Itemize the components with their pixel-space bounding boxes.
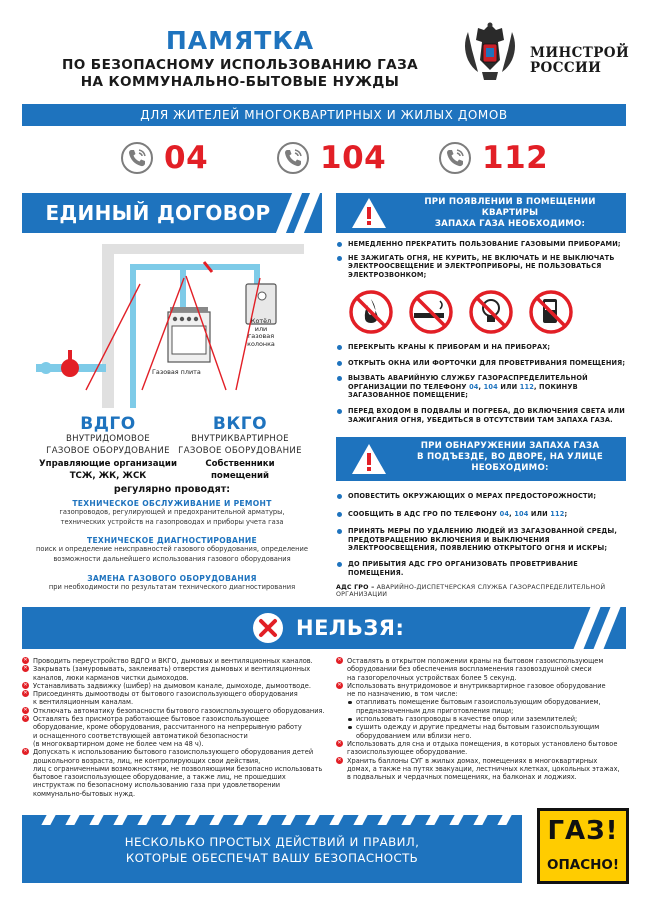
prohibited-list-right — [336, 657, 628, 781]
page-subtitle — [20, 57, 460, 91]
decor-stripe — [497, 815, 511, 825]
list-item-text: , — [478, 382, 484, 391]
decor-stripe — [137, 815, 151, 825]
decor-stripe — [113, 815, 127, 825]
prohibited-item: предназначенным для приготовления пищи; — [356, 706, 514, 715]
prohibited-item: на газогорелочных устройствах более 5 секунд. — [347, 673, 517, 682]
service-block-text: при необходимости по результатам технического диагностирования — [48, 583, 296, 591]
prohibited-item: ✕ Допускать к использованию бытового газоиспользующего оборудования детей — [22, 748, 332, 756]
decor-stripe — [41, 815, 55, 825]
vkgo-caption — [170, 414, 310, 482]
service-block-title: ТЕХНИЧЕСКОЕ ДИАГНОСТИРОВАНИЕ — [86, 536, 258, 545]
list-item-text: ИЛИ — [497, 382, 520, 391]
decor-stripe — [65, 815, 79, 825]
phone-icon — [276, 141, 310, 175]
service-block-text: поиск и определение неисправностей газового оборудования, определение — [36, 545, 308, 553]
header-text — [400, 441, 620, 474]
prohibited-item: не по назначению, в том числе: — [347, 690, 458, 699]
subtitle-line: ПО БЕЗОПАСНОМУ ИСПОЛЬЗОВАНИЮ ГАЗА — [61, 57, 419, 73]
decor-stripe — [89, 815, 103, 825]
vdgo-desc: ГАЗОВОЕ ОБОРУДОВАНИЕ — [46, 445, 170, 456]
list-item: ОПОВЕСТИТЬ ОКРУЖАЮЩИХ О МЕРАХ ПРЕДОСТОРОЖНОСТИ; — [336, 492, 628, 501]
list-item — [336, 374, 628, 400]
service-block-text: технических устройств на газопроводах и приборы учета газа — [60, 517, 284, 526]
header-line: НЕОБХОДИМО: — [471, 463, 549, 473]
prohibited-item: ✕ Присоединять дымоотводы от бытового газоиспользующего оборудования — [22, 690, 332, 698]
emergency-phones — [0, 135, 648, 181]
prohibited-item: ✕ Хранить баллоны СУГ в жилых домах, помещениях в многоквартирных — [336, 757, 628, 765]
outdoor-gas-smell-header — [336, 437, 626, 481]
vdgo-owner: ТСЖ, ЖК, ЖСК — [69, 470, 147, 481]
sign-line: ОПАСНО! — [546, 857, 620, 873]
prohibited-icon — [252, 612, 284, 644]
phone-number-inline: 112 — [550, 509, 565, 518]
vdgo-caption — [38, 414, 178, 482]
prohibited-item: оборудование, кроме оборудования, рассчитанного на непрерывную работу — [33, 723, 302, 732]
ministry-name — [530, 46, 629, 76]
service-block — [22, 574, 322, 593]
decor-stripe — [305, 815, 319, 825]
indoor-actions-list-2 — [336, 343, 628, 424]
phone-number-inline: 112 — [519, 382, 534, 391]
prohibited-item: и оснащенного соответствующей автоматикой безопасности — [33, 731, 248, 740]
vkgo-desc: ГАЗОВОЕ ОБОРУДОВАНИЕ — [178, 445, 302, 456]
page-title: ПАМЯТКА — [165, 26, 315, 55]
prohibited-item: ✕ Отключать автоматику безопасности бытового газоиспользующего оборудования. — [22, 707, 332, 715]
prohibited-item: (в многоквартирном доме не более чем на 48 ч). — [33, 739, 204, 748]
ads-gro-footnote — [336, 584, 628, 598]
prohibited-item: оборудовании без обеспечения воспламенения газовоздушной смеси — [347, 665, 592, 674]
service-block-text: газопроводов, регулирующей и предохранительной арматуры, — [59, 508, 285, 516]
prohibited-item: ✕ Оставлять без присмотра работающее бытовое газоиспользующее — [22, 715, 332, 723]
prohibited-item: сушить одежду и другие предметы над бытовым газоиспользующим — [336, 723, 628, 731]
list-item-text: ; — [564, 509, 568, 518]
service-block-title: ЗАМЕНА ГАЗОВОГО ОБОРУДОВАНИЯ — [87, 574, 257, 583]
decor-stripe — [281, 815, 295, 825]
boiler-label-line: или — [254, 324, 268, 333]
prohibited-item: инструктаж по безопасному использованию газа при удовлетворении — [33, 781, 281, 790]
service-block — [22, 499, 322, 527]
footer-line: НЕСКОЛЬКО ПРОСТЫХ ДЕЙСТВИЙ И ПРАВИЛ, — [124, 835, 420, 849]
phone-number-inline: 104 — [514, 509, 529, 518]
prohibited-item: ✕ Оставлять в открытом положении краны на бытовом газоиспользующем — [336, 657, 628, 665]
header-line: ЗАПАХА ГАЗА НЕОБХОДИМО: — [434, 219, 586, 229]
no-fire-icon — [351, 292, 391, 332]
service-block-title: ТЕХНИЧЕСКОЕ ОБСЛУЖИВАНИЕ И РЕМОНТ — [72, 499, 272, 508]
decor-stripe — [185, 815, 199, 825]
prohibited-item: в подвальных и чердачных помещениях, на балконах и лоджиях. — [347, 773, 577, 782]
no-phone-icon — [531, 292, 571, 332]
phone-number-inline: 04 — [499, 509, 510, 518]
footer-line: КОТОРЫЕ ОБЕСПЕЧАТ ВАШУ БЕЗОПАСНОСТЬ — [125, 851, 419, 865]
list-item: ОТКРЫТЬ ОКНА ИЛИ ФОРТОЧКИ ДЛЯ ПРОВЕТРИВАНИЯ ПОМЕЩЕНИЯ; — [336, 359, 628, 368]
ministry-logo — [458, 20, 638, 92]
prohibited-item: оборудованием или вблизи него. — [356, 731, 472, 740]
indoor-gas-smell-header — [336, 193, 626, 233]
prohibited-item: использовать газопроводы в качестве опор или заземлителей; — [336, 715, 628, 723]
phone-number: 112 — [482, 140, 549, 176]
warning-icon — [350, 196, 388, 230]
prohibited-item: домах, а также на путях эвакуации, лестничных клетках, цокольных этажах, — [347, 764, 620, 773]
prohibited-title: НЕЛЬЗЯ: — [296, 616, 405, 640]
header-line: В ПОДЪЕЗДЕ, ВО ДВОРЕ, НА УЛИЦЕ — [417, 452, 603, 462]
vkgo-owner: Собственники — [205, 459, 275, 469]
prohibited-item: дошкольного возраста, лиц, не контролирующих свои действия, — [33, 756, 261, 765]
decor-stripe — [233, 815, 247, 825]
header-line: ПРИ ПОЯВЛЕНИИ В ПОМЕЩЕНИИ КВАРТИРЫ — [424, 197, 596, 218]
header — [0, 0, 648, 100]
decor-stripe — [377, 815, 391, 825]
vdgo-abbr: ВДГО — [80, 414, 136, 434]
list-item-text: ИЛИ — [528, 509, 551, 518]
decor-stripe — [329, 815, 343, 825]
list-item: ПРИНЯТЬ МЕРЫ ПО УДАЛЕНИЮ ЛЮДЕЙ ИЗ ЗАГАЗОВАННОЙ СРЕДЫ, ПРЕДОТВРАЩЕНИЮ ВКЛЮЧЕНИЯ И ВЫКЛЮЧЕНИЯ ЭЛЕКТРООСВЕЩЕНИЯ, ПОЯВЛЕНИЮ ОТКРЫТОГО ОГНЯ И ИСКРЫ; — [336, 527, 628, 553]
emblem-icon — [458, 20, 522, 90]
list-item: ПЕРЕД ВХОДОМ В ПОДВАЛЫ И ПОГРЕБА, ДО ВКЛЮЧЕНИЯ СВЕТА ИЛИ ЗАЖИГАНИЯ ОГНЯ, УБЕДИТЬСЯ В ОТСУТСТВИИ ТАМ ЗАПАХА ГАЗА. — [336, 407, 628, 424]
section-title: ЕДИНЫЙ ДОГОВОР — [45, 201, 271, 225]
decor-stripe — [161, 815, 175, 825]
indoor-actions-list — [336, 240, 628, 279]
ads-gro-abbr: АДС ГРО – — [336, 584, 375, 591]
decor-stripe — [425, 815, 439, 825]
outdoor-actions-list — [336, 492, 628, 577]
sign-line: ГАЗ! — [547, 816, 619, 846]
prohibited-item: коммунально-бытовых нужд. — [33, 789, 136, 798]
prohibited-item: ✕ Использовать для сна и отдыха помещения, в которых установлено бытовое — [336, 740, 628, 748]
service-block — [22, 536, 322, 564]
decor-stripe — [353, 815, 367, 825]
header-line: ПРИ ОБНАРУЖЕНИИ ЗАПАХА ГАЗА — [420, 441, 600, 451]
list-item: ПЕРЕКРЫТЬ КРАНЫ К ПРИБОРАМ И НА ПРИБОРАХ; — [336, 343, 628, 352]
single-contract-header — [22, 193, 322, 233]
list-item — [336, 510, 628, 519]
prohibited-item: ✕ Устанавливать задвижку (шибер) на дымовом канале, дымоходе, дымоотводе. — [22, 682, 332, 690]
header-text — [400, 197, 620, 230]
service-block-text: возможности дальнейшего использования газового оборудования — [53, 554, 291, 563]
phone-icon — [120, 141, 154, 175]
phone-number: 04 — [164, 140, 209, 176]
prohibited-item: ✕ Проводить переустройство ВДГО и ВКГО, дымовых и вентиляционных каналов. — [22, 657, 332, 665]
prohibited-item: бытовое газоиспользующее оборудование, а также лиц, не прошедших — [33, 773, 286, 782]
prohibited-item: к вентиляционным каналам. — [33, 698, 134, 707]
gas-danger-sign — [537, 808, 629, 884]
boiler-label-line: газовая — [247, 332, 275, 341]
list-item: НЕМЕДЛЕННО ПРЕКРАТИТЬ ПОЛЬЗОВАНИЕ ГАЗОВЫМИ ПРИБОРАМИ; — [336, 240, 628, 249]
prohibition-icons — [348, 289, 578, 335]
phone-number-inline: 104 — [483, 382, 498, 391]
list-item-text: СООБЩИТЬ В АДС ГРО ПО ТЕЛЕФОНУ — [348, 509, 500, 518]
list-item-text: , ПОКИНУВ ЗАГАЗОВАННОЕ ПОМЕЩЕНИЕ; — [348, 382, 578, 400]
decor-stripe — [401, 815, 415, 825]
list-item: ДО ПРИБЫТИЯ АДС ГРО ОРГАНИЗОВАТЬ ПРОВЕТРИВАНИЕ ПОМЕЩЕНИЯ. — [336, 560, 628, 577]
no-smoking-icon — [411, 292, 451, 332]
vkgo-owner: помещений — [210, 470, 269, 481]
phone-icon — [438, 141, 472, 175]
prohibited-item: лиц с ограниченными возможностями, не позволяющими безопасно использовать — [33, 764, 323, 773]
audience-band: ДЛЯ ЖИТЕЛЕЙ МНОГОКВАРТИРНЫХ И ЖИЛЫХ ДОМОВ — [22, 104, 626, 126]
list-item: НЕ ЗАЖИГАТЬ ОГНЯ, НЕ КУРИТЬ, НЕ ВКЛЮЧАТЬ И НЕ ВЫКЛЮЧАТЬ ЭЛЕКТРООСВЕЩЕНИЕ И ЭЛЕКТРОПРИБОРЫ, НЕ ПОЛЬЗОВАТЬСЯ ЭЛЕКТРОЗВОНКОМ; — [336, 254, 628, 280]
vkgo-desc: ВНУТРИКВАРТИРНОЕ — [191, 434, 289, 444]
prohibited-item: ✕ Использовать внутридомовое и внутриквартирное газовое оборудование — [336, 682, 628, 690]
vdgo-desc: ВНУТРИДОМОВОЕ — [65, 434, 151, 444]
prohibited-list-left — [22, 657, 332, 798]
decor-stripe — [209, 815, 223, 825]
prohibited-header — [22, 607, 626, 649]
prohibited-item: ✕ Закрывать (замуровывать, заклеивать) отверстия дымовых и вентиляционных — [22, 665, 332, 673]
vkgo-abbr: ВКГО — [212, 414, 268, 434]
prohibited-item: отапливать помещение бытовым газоиспользующим оборудованием, — [336, 698, 628, 706]
ministry-name-line: РОССИИ — [530, 60, 602, 76]
list-item-text: ВЫЗВАТЬ АВАРИЙНУЮ СЛУЖБУ ГАЗОРАСПРЕДЕЛИТЕЛЬНОЙ ОРГАНИЗАЦИИ ПО ТЕЛЕФОНУ — [348, 374, 588, 391]
list-item-text: , — [509, 509, 515, 518]
prohibited-item: каналов, люки карманов чистки дымоходов. — [33, 673, 189, 682]
decor-stripe — [449, 815, 463, 825]
ads-gro-text: АВАРИЙНО-ДИСПЕТЧЕРСКАЯ СЛУЖБА ГАЗОРАСПРЕДЕЛИТЕЛЬНОЙ ОРГАНИЗАЦИИ — [336, 584, 606, 598]
no-light-icon — [471, 292, 511, 332]
vdgo-owner: Управляющие организации — [39, 459, 177, 469]
prohibited-item: газоиспользующее оборудование. — [347, 748, 468, 757]
warning-icon — [350, 442, 388, 476]
stove-label: Газовая плита — [152, 368, 201, 376]
decor-stripe — [257, 815, 271, 825]
subtitle-line: НА КОММУНАЛЬНО-БЫТОВЫЕ НУЖДЫ — [80, 74, 400, 90]
boiler-label — [226, 318, 296, 348]
phone-number: 104 — [320, 140, 387, 176]
regularly-conduct: регулярно проводят: — [113, 484, 231, 495]
footer-banner — [22, 815, 522, 883]
ministry-name-line: МИНСТРОЙ — [530, 45, 630, 61]
footer-slogan — [22, 834, 522, 866]
phone-number-inline: 04 — [469, 382, 479, 391]
boiler-label-line: Котёл — [250, 317, 272, 325]
decor-stripe — [473, 815, 487, 825]
boiler-label-line: колонка — [247, 339, 275, 348]
